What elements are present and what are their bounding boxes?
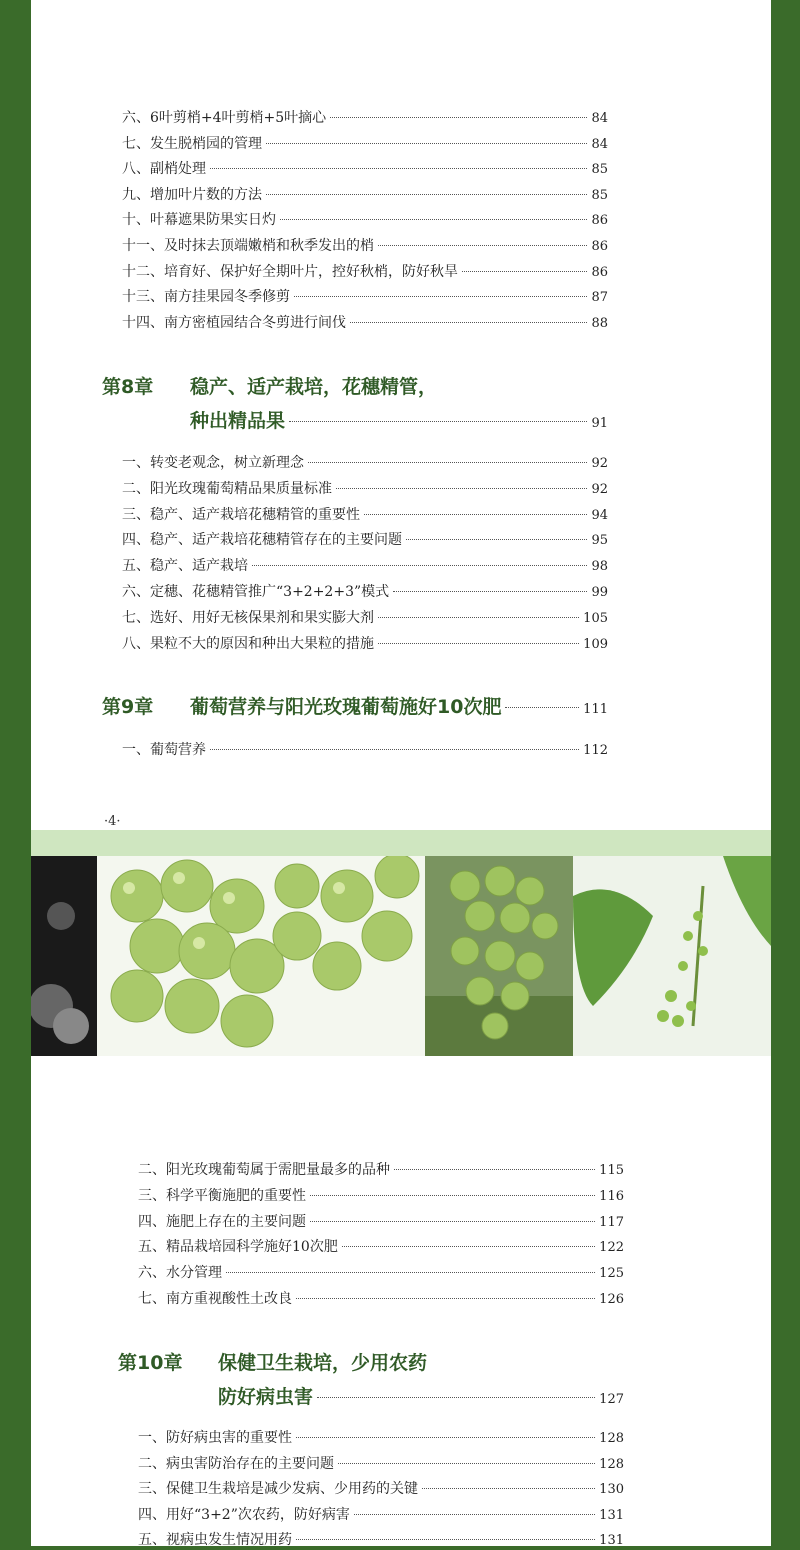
chapter-10-label: 第10章	[118, 1352, 183, 1374]
toc-entry[interactable]	[122, 635, 608, 654]
leader-dots	[310, 1195, 595, 1196]
toc-entry-title: 一、防好病虫害的重要性	[138, 1430, 292, 1446]
leader-dots	[378, 617, 579, 618]
toc-entry[interactable]	[122, 314, 608, 333]
toc-entry-title: 七、选好、用好无核保果剂和果实膨大剂	[122, 609, 374, 626]
toc-entry-page: 85	[591, 162, 608, 178]
toc-entry[interactable]	[138, 1264, 624, 1283]
toc-entry-page: 126	[599, 1292, 624, 1307]
toc-entry[interactable]	[138, 1429, 624, 1448]
leader-dots	[393, 591, 587, 592]
leader-dots	[336, 488, 587, 489]
toc-entry[interactable]	[122, 454, 608, 473]
leader-dots	[338, 1463, 595, 1464]
toc-entry-title: 八、果粒不大的原因和种出大果粒的措施	[122, 635, 374, 652]
toc-entry-page: 86	[591, 239, 608, 254]
toc-entry[interactable]	[122, 109, 608, 128]
leader-dots	[266, 143, 587, 144]
toc-entry-page: 109	[583, 636, 608, 652]
toc-entry-page: 86	[591, 213, 608, 229]
leader-dots	[308, 462, 587, 463]
chapter-8-title-line2: 种出精品果	[190, 410, 286, 432]
leader-dots	[296, 1437, 595, 1438]
toc-entry-title: 五、精品栽培园科学施好10次肥	[138, 1239, 338, 1256]
grape-cluster-vine-photo	[425, 856, 573, 1056]
toc-entry-page: 92	[591, 456, 608, 471]
leader-dots	[406, 539, 587, 540]
leader-dots	[294, 296, 587, 297]
toc-entry-title: 三、稳产、适产栽培花穗精管的重要性	[122, 506, 360, 523]
chapter-9-label: 第9章	[102, 696, 154, 718]
chapter-8-heading	[102, 374, 437, 400]
leader-dots	[226, 1272, 595, 1273]
toc-entry-page: 125	[599, 1266, 624, 1282]
toc-entry-title: 七、发生脱梢园的管理	[122, 135, 262, 152]
leader-dots	[462, 271, 587, 272]
chapter-9-page: 111	[583, 702, 608, 717]
grape-photo-dark	[31, 856, 97, 1056]
toc-entry-page: 131	[599, 1533, 624, 1549]
toc-entry-title: 五、视病虫发生情况用药	[138, 1532, 292, 1549]
toc-entry[interactable]	[122, 237, 608, 256]
toc-entry-page: 99	[591, 585, 608, 600]
toc-entry-title: 四、稳产、适产栽培花穗精管存在的主要问题	[122, 532, 402, 549]
toc-entry-title: 四、施肥上存在的主要问题	[138, 1213, 306, 1230]
toc-entry[interactable]	[138, 1531, 624, 1550]
page-divider-band	[31, 830, 771, 856]
leader-dots	[317, 1397, 595, 1398]
toc-entry-title: 六、水分管理	[138, 1265, 222, 1282]
toc-entry[interactable]	[138, 1213, 624, 1232]
toc-entry-title: 五、稳产、适产栽培	[122, 558, 248, 575]
leader-dots	[342, 1246, 595, 1247]
toc-entry-page: 84	[591, 111, 608, 126]
chapter-10-title-line2: 防好病虫害	[218, 1386, 314, 1408]
toc-entry[interactable]	[138, 1238, 624, 1257]
toc-entry-page: 86	[591, 264, 608, 280]
leader-dots	[354, 1514, 595, 1515]
toc-entry[interactable]	[122, 160, 608, 179]
leader-dots	[289, 421, 587, 422]
toc-entry[interactable]	[122, 506, 608, 525]
toc-entry[interactable]	[122, 135, 608, 154]
leader-dots	[252, 565, 587, 566]
leader-dots	[364, 514, 587, 515]
toc-entry[interactable]	[122, 609, 608, 628]
toc-entry-title: 十四、南方密植园结合冬剪进行间伐	[122, 314, 346, 331]
toc-entry-page: 94	[591, 507, 608, 523]
toc-entry[interactable]	[138, 1187, 624, 1206]
toc-entry-title: 十、叶幕遮果防果实日灼	[122, 212, 276, 229]
toc-entry-title: 六、6叶剪梢+4叶剪梢+5叶摘心	[122, 110, 327, 126]
toc-entry-page: 92	[591, 481, 608, 497]
toc-entry[interactable]	[122, 557, 608, 576]
toc-entry-page: 105	[583, 610, 608, 626]
toc-entry[interactable]	[138, 1455, 624, 1474]
toc-entry-title: 四、用好“3+2”次农药，防好病害	[138, 1506, 350, 1523]
toc-entry-page: 128	[599, 1431, 624, 1446]
toc-entry-title: 九、增加叶片数的方法	[122, 186, 262, 203]
toc-entry-title: 十三、南方挂果园冬季修剪	[122, 289, 290, 306]
leader-dots	[394, 1169, 595, 1170]
toc-entry-title: 三、科学平衡施肥的重要性	[138, 1187, 306, 1204]
toc-entry[interactable]	[122, 211, 608, 230]
leader-dots	[296, 1539, 595, 1540]
chapter-9-heading	[102, 692, 608, 719]
toc-entry-title: 七、南方重视酸性土改良	[138, 1291, 292, 1307]
toc-entry-page: 130	[599, 1482, 624, 1498]
grape-cluster-photo-large	[97, 856, 425, 1056]
toc-entry-title: 一、转变老观念，树立新理念	[122, 455, 304, 471]
grape-flower-cluster-photo	[573, 856, 771, 1056]
toc-entry-title: 十一、及时抹去顶端嫩梢和秋季发出的梢	[122, 238, 374, 254]
toc-entry-page: 128	[599, 1456, 624, 1472]
toc-entry[interactable]	[122, 186, 608, 205]
leader-dots	[330, 117, 587, 118]
chapter-10-title-line2-row	[218, 1382, 624, 1409]
chapter-8-title-line2-row	[190, 406, 608, 433]
leader-dots	[378, 245, 587, 246]
toc-entry-page: 84	[591, 136, 608, 152]
page-folio: ·4·	[104, 814, 121, 829]
toc-entry-page: 115	[599, 1163, 624, 1178]
toc-entry-page: 88	[591, 315, 608, 331]
toc-entry[interactable]	[122, 480, 608, 499]
toc-entry[interactable]	[138, 1161, 624, 1180]
toc-entry-page: 131	[599, 1507, 624, 1523]
leader-dots	[350, 322, 587, 323]
leader-dots	[296, 1298, 595, 1299]
toc-entry-title: 六、定穗、花穗精管推广“3+2+2+3”模式	[122, 584, 390, 600]
toc-entry[interactable]	[122, 288, 608, 307]
toc-entry[interactable]	[138, 1290, 624, 1309]
toc-entry[interactable]	[122, 263, 608, 282]
toc-entry-title: 八、副梢处理	[122, 161, 206, 178]
toc-entry-page: 112	[583, 743, 608, 758]
toc-entry-title: 三、保健卫生栽培是减少发病、少用药的关键	[138, 1481, 418, 1498]
toc-entry[interactable]	[122, 583, 608, 602]
leader-dots	[422, 1488, 595, 1489]
chapter-10-heading	[118, 1350, 427, 1376]
leader-dots	[310, 1221, 595, 1222]
toc-entry-title: 二、病虫害防治存在的主要问题	[138, 1455, 334, 1472]
toc-entry-page: 87	[591, 290, 608, 306]
leader-dots	[266, 194, 587, 195]
toc-entry[interactable]	[122, 531, 608, 550]
chapter-9-title: 葡萄营养与阳光玫瑰葡萄施好10次肥	[190, 696, 502, 718]
chapter-10-title-line1: 保健卫生栽培，少用农药	[218, 1352, 428, 1374]
toc-entry-title: 一、葡萄营养	[122, 742, 206, 758]
leader-dots	[210, 168, 587, 169]
toc-entry[interactable]	[122, 741, 608, 760]
chapter-8-label: 第8章	[102, 376, 154, 398]
grape-photo-strip	[31, 856, 771, 1056]
toc-entry-page: 116	[599, 1188, 624, 1204]
chapter-8-page: 91	[591, 416, 608, 431]
leader-dots	[378, 643, 579, 644]
toc-entry[interactable]	[138, 1506, 624, 1525]
toc-entry-page: 122	[599, 1240, 624, 1256]
toc-entry-page: 117	[599, 1214, 624, 1230]
toc-entry-title: 二、阳光玫瑰葡萄属于需肥量最多的品种	[138, 1162, 390, 1178]
leader-dots	[280, 219, 587, 220]
toc-entry[interactable]	[138, 1480, 624, 1499]
toc-entry-title: 二、阳光玫瑰葡萄精品果质量标准	[122, 480, 332, 497]
toc-entry-page: 98	[591, 559, 608, 575]
leader-dots	[505, 707, 579, 708]
toc-entry-page: 95	[591, 533, 608, 549]
toc-entry-title: 十二、培育好、保护好全期叶片，控好秋梢，防好秋旱	[122, 263, 458, 280]
chapter-10-page: 127	[599, 1392, 624, 1407]
leader-dots	[210, 749, 579, 750]
chapter-8-title-line1: 稳产、适产栽培，花穗精管，	[190, 376, 438, 398]
toc-entry-page: 85	[591, 187, 608, 203]
